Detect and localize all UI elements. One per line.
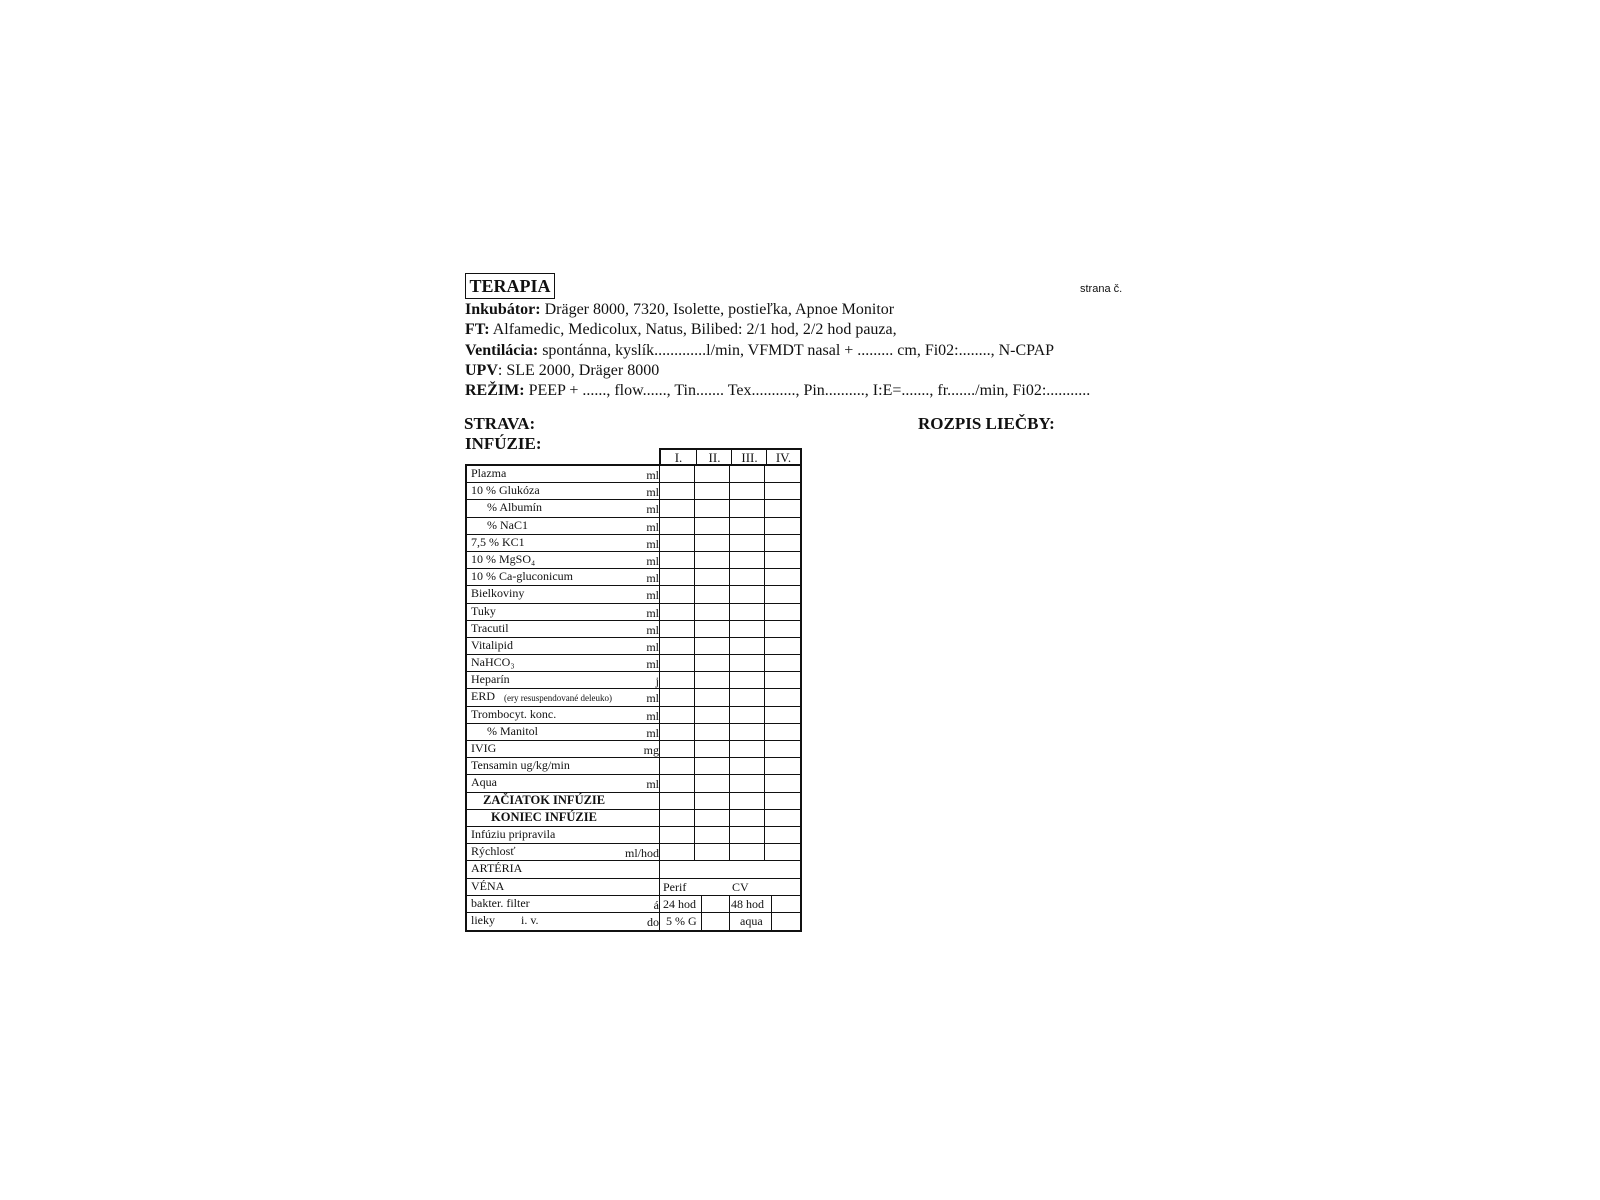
mode-line: REŽIM: PEEP + ......, flow......, Tin....... Tex..........., Pin.........., I:E=......., fr......./min, Fi02:...........: [465, 382, 1091, 399]
row-label: Infúziu pripravila: [471, 826, 556, 841]
row-label: NaHCO₃: [471, 655, 515, 670]
row-label: IVIG: [471, 741, 497, 755]
table-row: [467, 775, 800, 792]
table-row: [467, 483, 800, 500]
row-unit: ml: [646, 536, 659, 551]
table-row: [467, 621, 800, 638]
table-row: [467, 569, 800, 586]
row-unit: ml: [646, 485, 659, 500]
form-title: TERAPIA: [465, 273, 555, 299]
infusions-heading: INFÚZIE:: [465, 434, 542, 453]
table-row: [467, 827, 800, 844]
table-row: [467, 689, 800, 706]
lieky-row: [467, 913, 800, 930]
row-label: Tensamin ug/kg/min: [471, 758, 570, 773]
row-unit: mg: [643, 743, 659, 757]
row-label: 10 % MgSO₄: [471, 551, 536, 566]
row-label: Trombocyt. konc.: [471, 706, 557, 721]
row-label: Heparín: [471, 672, 510, 687]
column-header-1: I.: [674, 450, 683, 465]
row-label: Tracutil: [471, 620, 509, 635]
row-unit: ml: [646, 571, 659, 586]
row-label: Aqua: [471, 775, 497, 790]
filter-row: [467, 896, 800, 913]
table-row: [467, 844, 800, 861]
table-row: [467, 638, 800, 655]
ventilation-line: Ventilácia: spontánna, kyslík.............l/min, VFMDT nasal + ......... cm, Fi02:........, N-CPAP: [465, 342, 1055, 359]
vena-label: VÉNA: [471, 878, 505, 893]
table-row: [467, 793, 800, 810]
row-unit: ml: [646, 502, 659, 517]
lieky-unit: do: [647, 914, 659, 929]
table-row: [467, 466, 800, 483]
lieky-route: i. v.: [521, 912, 539, 927]
row-label: ERD: [471, 689, 495, 704]
row-unit: ml: [646, 588, 659, 603]
table-row: [467, 672, 800, 689]
table-row: [467, 604, 800, 621]
table-row: [467, 724, 800, 741]
row-label: Plazma: [471, 466, 507, 480]
filter-cell-2: 48 hod: [731, 896, 764, 911]
vena-row: [467, 879, 800, 896]
row-unit: ml: [646, 622, 659, 637]
infusion-table: [465, 464, 802, 932]
page-number-label: strana č.: [1080, 283, 1123, 295]
row-note: (ery resuspendované deleuko): [504, 693, 612, 704]
column-header-2: II.: [708, 450, 721, 465]
treatment-plan-heading: ROZPIS LIEČBY:: [918, 414, 1055, 433]
row-unit: ml: [646, 519, 659, 534]
filter-unit: á: [653, 897, 659, 912]
row-label: % NaC1: [487, 517, 528, 532]
row-unit: ml: [646, 468, 659, 482]
row-unit: ml: [646, 691, 659, 706]
incubator-line: Inkubátor: Dräger 8000, 7320, Isolette, postieľka, Apnoe Monitor: [465, 301, 895, 318]
row-label: 7,5 % KC1: [471, 534, 525, 549]
row-unit: ml: [646, 553, 659, 568]
row-unit: ml: [646, 639, 659, 654]
lieky-cell-2: aqua: [740, 913, 763, 928]
row-unit: ml/hod: [624, 846, 659, 861]
row-unit: j: [655, 674, 659, 689]
row-unit: ml: [646, 657, 659, 672]
arteria-label: ARTÉRIA: [471, 861, 523, 876]
table-row: [467, 535, 800, 552]
lieky-cell-1: 5 % G: [666, 913, 697, 928]
table-row: [467, 586, 800, 603]
table-row: [467, 707, 800, 724]
phototherapy-line: FT: Alfamedic, Medicolux, Natus, Bilibed: 2/1 hod, 2/2 hod pauza,: [465, 321, 897, 338]
table-row: [467, 518, 800, 535]
column-header: [659, 448, 802, 465]
row-label: Vitalipid: [471, 637, 513, 652]
row-unit: ml: [646, 605, 659, 620]
row-unit: ml: [646, 725, 659, 740]
row-label: Bielkoviny: [471, 586, 525, 601]
row-label: % Manitol: [487, 723, 538, 738]
row-unit: ml: [646, 708, 659, 723]
lieky-label: lieky: [471, 912, 495, 927]
row-label: 10 % Glukóza: [471, 483, 540, 498]
column-header-4: IV.: [775, 450, 792, 465]
perif-label: Perif: [663, 879, 687, 894]
table-row: [467, 655, 800, 672]
table-row: [467, 500, 800, 517]
arteria-row: [467, 861, 800, 878]
row-label: KONIEC INFÚZIE: [491, 809, 597, 824]
row-label: Rýchlosť: [471, 844, 516, 859]
filter-cell-1: 24 hod: [663, 896, 696, 911]
row-label: % Albumín: [487, 500, 543, 515]
cv-label: CV: [732, 879, 749, 894]
row-label: Tuky: [471, 603, 496, 618]
row-label: ZAČIATOK INFÚZIE: [483, 792, 606, 807]
column-header-3: III.: [741, 450, 758, 465]
upv-line: UPV: SLE 2000, Dräger 8000: [465, 362, 660, 379]
row-label: 10 % Ca-gluconicum: [471, 569, 573, 584]
table-row: [467, 810, 800, 827]
filter-label: bakter. filter: [471, 895, 530, 910]
diet-heading: STRAVA:: [464, 414, 536, 433]
row-unit: ml: [646, 777, 659, 792]
table-row: [467, 758, 800, 775]
table-row: [467, 552, 800, 569]
table-row: [467, 741, 800, 758]
